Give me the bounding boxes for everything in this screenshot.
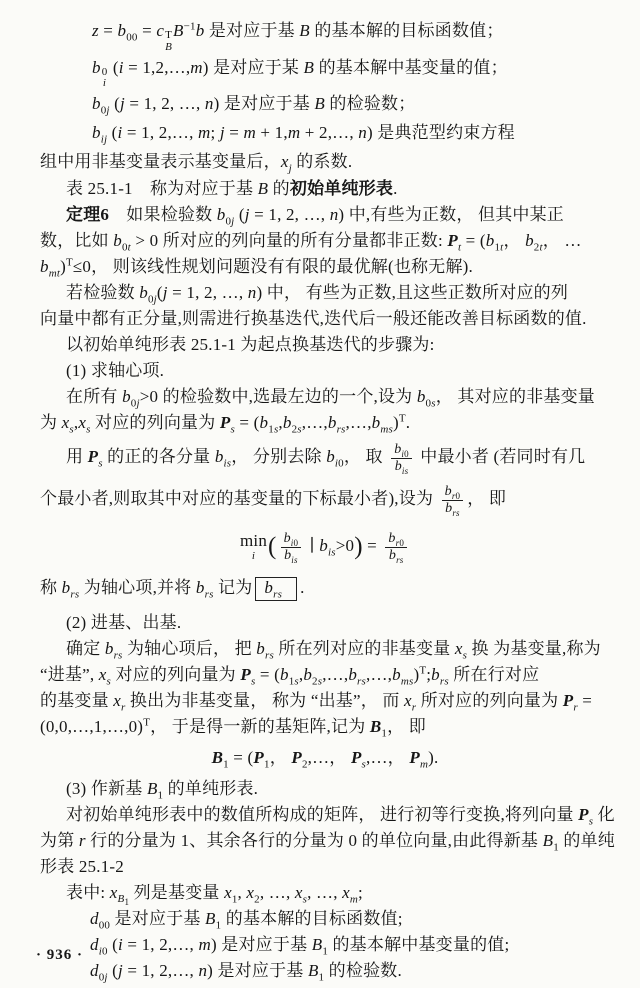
def-bij-line-1: $b_{ij}$ (i = 1, 2,…, m; j = m + 1,m + 2,…, n) 是典范型约束方程 (92, 123, 515, 146)
table-note-di0: $d_{i0}$ (i = 1, 2,…, m) 是对应于基 $B_1$ 的基本解中基变量的值; (90, 935, 510, 958)
theorem-6-line-2: 数，比如 $b_{0t} > 0$ 所对应的列向量的所有分量都非正数: $P_t = (b_{1t}$， $b_{2t}$， … (40, 231, 582, 254)
theorem-6-line-3: $b_{mt})^T\le 0$， 则该线性规划问题没有有限的最优解(也称无解). (40, 256, 473, 280)
def-objective-value: $z = b_{00} = c$ T B $B^{-1}b$ 是对应于基 B 的基本解的目标函数值； (92, 20, 504, 53)
step-2-heading: (2) 进基、出基. (66, 613, 182, 633)
theorem-6-line-1: 定理6 如果检验数 $b_{0j}$ (j = 1, 2, …, n) 中,有些为正数， 但其中某正 (66, 205, 565, 228)
iteration-intro-line-2: 向量中都有正分量,则需进行换基迭代,迭代后一般还能改善目标函数的值. (40, 309, 587, 329)
step-3-heading: (3) 作新基 $B_1$ 的单纯形表. (66, 779, 259, 802)
table-note-basis-column: 表中: $x_{B_1}$ 列是基变量 $x_1$, $x_2$, …, $x_s$, …, $x_m$; (66, 883, 363, 908)
step-1-line-1: 在所有 $b_{0j}>0$ 的检验数中,选最左边的一个,设为 $b_{0s}$， 其对应的非基变量 (66, 387, 595, 410)
table-note-d0j: $d_{0j}$ (j = 1, 2,…, n) 是对应于基 $B_1$ 的检验数. (90, 961, 402, 984)
iteration-intro-line-1: 若检验数 $b_{0j}(j = 1$, 2, …, n) 中， 有些为正数,且这些正数所对应的列 (66, 283, 569, 306)
def-bij-line-2: 组中用非基变量表示基变量后，$x_j$ 的系数. (40, 152, 353, 175)
step-3-line-3: 形表 25.1-2 (40, 857, 124, 877)
ratio-rule-line-1: 用 $P_s$ 的正的各分量 $b_{is}$， 分别去除 $b_{i0}$， 取 $\frac{b_{i0}}{b_{is}}$ 中最小者 (若同时有几 (66, 441, 586, 476)
step-3-line-2: 为第 r 行的分量为 1、其余各行的分量为 0 的单位向量,由此得新基 $B_1$ 的单纯 (40, 831, 615, 854)
step-1-line-2: 为 $x_s,x_s$ 对应的列向量为 $P_s$ = $(b_{1s},b_{2s},\dots,b_{rs},\dots,b_{ms})^T$. (40, 412, 411, 436)
boxed-pivot-line: 称 $b_{rs}$ 为轴心项,并将 $b_{rs}$ 记为 $b_{rs}$ . (40, 578, 305, 601)
step-2-line-4: (0,0,…,1,…,0)$^T$， 于是得一新的基矩阵,记为 $B_1$， 即 (40, 716, 426, 740)
new-basis-formula: $B_1 = (P_1$， $P_2,\dots$， $P_s,\dots$， $P_m$). (211, 748, 439, 771)
step-2-line-2: “进基”, $x_s$ 对应的列向量为 $P_s$ = $(b_{1s},b_{2s},\dots,b_{rs},\dots,b_{ms})^T;b_{rs}$ 所在行对应 (40, 664, 540, 688)
step-1-heading: (1) 求轴心项. (66, 361, 165, 381)
page-number: · 936 · (36, 947, 84, 963)
def-basic-variable-values: b 0 i (i = 1,2,…,m) 是对应于某 B 的基本解中基变量的值； (92, 57, 508, 90)
steps-intro-line: 以初始单纯形表 25.1-1 为起点换基迭代的步骤为: (66, 335, 435, 355)
step-2-line-1: 确定 $b_{rs}$ 为轴心项后， 把 $b_{rs}$ 所在列对应的非基变量 $x_s$ 换 为基变量,称为 (66, 639, 601, 662)
pivot-min-formula: min i ( $\frac{b_{i0}}{b_{is}}$ ∣ $b_{is}>0$) = $\frac{b_{r0}}{b_{rs}}$ (40, 520, 610, 572)
step-2-line-3: 的基变量 $x_r$ 换出为非基变量， 称为 “出基”， 而 $x_r$ 所对应的列向量为 $P_r$ = (40, 691, 593, 714)
def-check-numbers: $b_{0j}$ (j = 1, 2, …, n) 是对应于基 B 的检验数； (92, 94, 416, 117)
ratio-rule-line-2: 个最小者,则取其中对应的基变量的下标最小者),设为 $\frac{b_{r0}}{b_{rs}}$ ， 即 (40, 483, 507, 518)
table-caption-line: 表 25.1-1 称为对应于基 B 的初始单纯形表. (66, 179, 398, 199)
table-note-d00: $d_{00}$ 是对应于基 $B_1$ 的基本解的目标函数值; (90, 909, 403, 932)
step-3-line-1: 对初始单纯形表中的数值所构成的矩阵， 进行初等行变换,将列向量 $P_s$ 化 (66, 805, 615, 828)
